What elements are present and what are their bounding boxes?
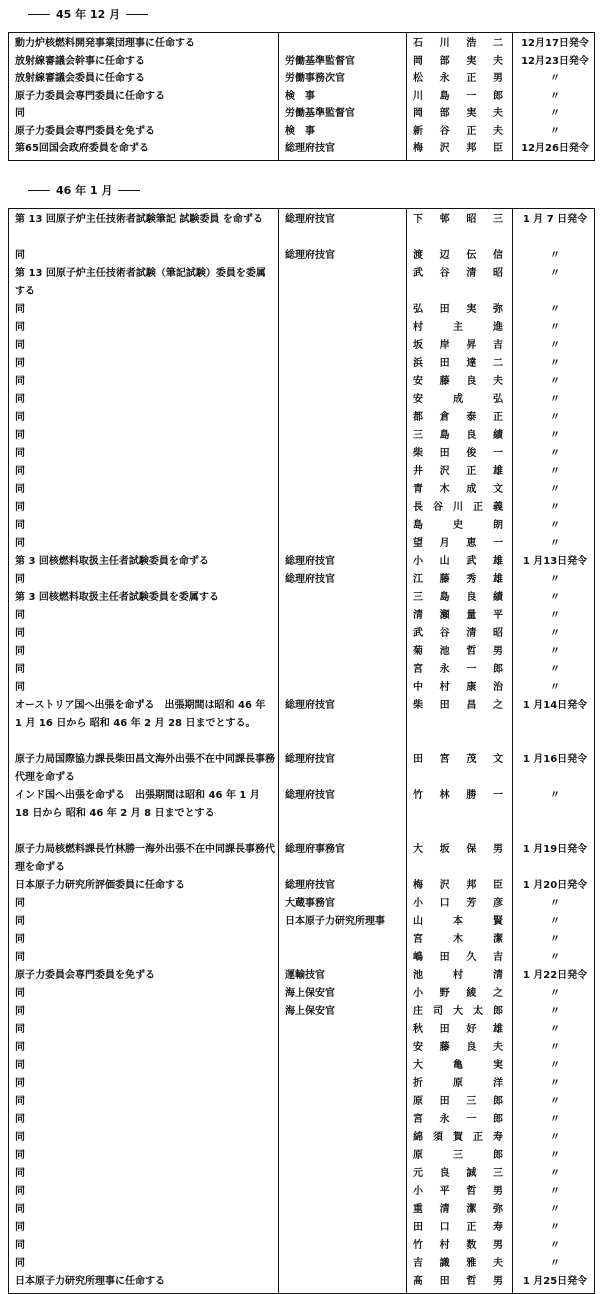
entry-position [285,1201,403,1219]
entry-date: 1 月19日発令 [522,844,588,855]
entry-date: 〃 [550,1060,560,1071]
entry-position [285,1039,403,1057]
entry-description: 同 [15,430,25,441]
entry-date: 〃 [550,448,560,459]
entry-description: 同 [15,682,25,693]
entry-date: 〃 [550,1042,560,1053]
entry-position [285,1219,403,1237]
entry-description: 同 [15,1024,25,1035]
entry-name: 宮 木 潔 [413,934,503,945]
entry-position: 日本原子力研究所理事 [285,916,385,927]
entry-description: 同 [15,1150,25,1161]
entry-date: 〃 [550,108,560,119]
entry-name: 池 村 清 [413,970,503,981]
entry-position: 総理府技官 [285,250,335,261]
entry-position: 労働事務次官 [285,73,345,84]
entry-description: 同 [15,574,25,585]
entry-description: 同 [15,664,25,675]
entry-position: 総理府事務官 [285,844,345,855]
entry-name: 弘 田 実 弥 [413,304,503,315]
entry-position [285,1255,403,1273]
entry-description: 日本原子力研究所理事に任命する [15,1276,165,1287]
entry-position [285,661,403,679]
entry-description: 同 [15,448,25,459]
entry-name: 下 邨 昭 三 [413,214,503,225]
col-name [407,209,513,1294]
entry-position: 総理府技官 [285,143,335,154]
entry-position [285,1237,403,1255]
entry-name: 川 島 一 郎 [413,90,503,102]
entry-description: 同 [15,1042,25,1053]
entry-description: 第 13 回原子炉主任技術者試験筆記 試験委員 を命ずる [15,214,263,225]
entry-date: 〃 [550,73,560,84]
entry-position [285,679,403,697]
col-description [9,33,279,161]
entry-position [285,391,403,409]
entry-date: 〃 [550,646,560,657]
entry-position: 大蔵事務官 [285,898,335,909]
entry-date: 〃 [550,268,560,279]
entry-description: 同 [15,538,25,549]
entry-position [285,301,403,319]
entry-description: 原子力委員会専門委員に任命する [15,90,165,102]
entry-date: 〃 [550,340,560,351]
entry-date: 〃 [550,376,560,387]
entry-date: 〃 [550,790,560,801]
entry-date: 〃 [550,1204,560,1215]
entry-position [285,373,403,391]
entry-position [285,535,403,553]
entry-name: 菊 池 哲 男 [413,646,503,657]
entry-description: 同 [15,1186,25,1197]
entry-position [285,319,403,337]
entry-date: 1 月13日発令 [522,556,588,567]
entry-description: 第 13 回原子炉主任技術者試験（筆記試験）委員を委属する [15,268,266,297]
entry-name: 竹 林 勝 一 [413,790,503,801]
entry-position: 総理府技官 [285,214,335,225]
entry-position [285,427,403,445]
entry-description: 第 3 回核燃料取扱主任者試験委員を命ずる [15,556,209,567]
entry-position: 検 事 [285,90,315,102]
entry-date: 〃 [550,1096,560,1107]
entry-date: 〃 [550,574,560,585]
entry-name: 青 木 成 文 [413,484,503,495]
entry-name: 安 藤 良 夫 [413,376,503,387]
entry-date: 〃 [550,1150,560,1161]
entry-date: 〃 [550,412,560,423]
col-name [407,33,513,161]
entry-position: 総理府技官 [285,790,335,801]
entry-date: 1 月 7 日発令 [522,214,588,225]
entry-description: 同 [15,934,25,945]
entry-position [285,265,403,301]
entry-position [285,355,403,373]
entry-name: 安 藤 良 夫 [413,1042,503,1053]
entry-name: 新 谷 正 夫 [413,125,503,137]
entry-name: 折 原 洋 [413,1078,503,1089]
entry-position [285,1129,403,1147]
col-position [279,209,407,1294]
entry-date: 〃 [550,502,560,513]
entry-position: 海上保安官 [285,988,335,999]
entry-position: 総理府技官 [285,574,335,585]
entry-date: 1 月16日発令 [522,754,588,765]
entry-date: 〃 [550,1168,560,1179]
entry-position [285,499,403,517]
entry-description: 動力炉核燃料開発事業団理事に任命する [15,38,195,49]
entry-description: 放射線審議会委員に任命する [15,73,145,84]
entry-name: 清 瀬 量 平 [413,610,503,621]
entry-description: 同 [15,988,25,999]
entry-position [285,337,403,355]
entry-description: 同 [15,412,25,423]
entry-description: 同 [15,250,25,261]
entry-name: 石 川 浩 二 [413,38,503,49]
entry-description: 第65回国会政府委員を命ずる [15,143,149,154]
entry-name: 岡 部 実 夫 [413,55,503,67]
entry-description: 同 [15,1078,25,1089]
entry-description: インド国へ出張を命ずる 出張期間は昭和 46 年 1 月 18 日から 昭和 46 年 2 月 8 日までとする [15,790,260,819]
entry-date: 〃 [550,898,560,909]
entry-position: 運輸技官 [285,970,325,981]
entry-name: 庄 司 大 太 郎 [413,1006,503,1017]
entry-position [285,1147,403,1165]
entry-name: 綿 須 賀 正 寿 [413,1132,503,1143]
entry-position [285,481,403,499]
entry-name: 武 谷 清 昭 [413,268,503,279]
entry-date: 〃 [550,250,560,261]
entry-description: 原子力委員会専門委員を免ずる [15,125,155,137]
entry-position: 総理府技官 [285,880,335,891]
entry-description: 同 [15,628,25,639]
entry-position [285,409,403,427]
entry-description: 同 [15,646,25,657]
entry-date: 1 月14日発令 [522,700,588,711]
entry-position: 総理府技官 [285,700,335,711]
entry-name: 井 沢 正 雄 [413,466,503,477]
entry-date: 〃 [550,628,560,639]
entry-name: 松 永 正 男 [413,73,503,84]
entry-name: 坂 岸 昇 吉 [413,340,503,351]
entry-date: 〃 [550,1240,560,1251]
entry-description: 同 [15,502,25,513]
entry-position [285,445,403,463]
entry-date: 12月26日発令 [521,143,589,154]
entry-name: 望 月 恵 一 [413,538,503,549]
entry-position: 検 事 [285,125,315,137]
entry-position [285,35,403,53]
entry-date: 〃 [550,934,560,945]
entry-name: 原 三 郎 [413,1150,503,1161]
entry-name: 原 田 三 郎 [413,1096,503,1107]
entry-date: 〃 [550,394,560,405]
entry-date: 〃 [550,1222,560,1233]
entry-description: 同 [15,1060,25,1071]
entry-date: 〃 [550,988,560,999]
entry-date: 〃 [550,520,560,531]
entry-name: 小 口 芳 彦 [413,898,503,909]
entry-description: 同 [15,1240,25,1251]
entry-date: 〃 [550,430,560,441]
entry-description: 同 [15,304,25,315]
entry-date: 12月17日発令 [521,38,589,49]
entry-name: 三 島 良 績 [413,430,503,441]
entry-description: 原子力局国際協力課長柴田昌文海外出張不在中同課長事務代理を命ずる [15,754,275,783]
entry-description: 同 [15,916,25,927]
entry-name: 長 谷 川 正 義 [413,502,503,513]
entry-name: 小 平 哲 男 [413,1186,503,1197]
entry-description: 同 [15,322,25,333]
entry-date: 〃 [550,125,560,137]
entry-position [285,589,403,607]
entry-name: 田 宮 茂 文 [413,754,503,765]
entry-date: 12月23日発令 [521,55,589,67]
entry-name: 竹 村 数 男 [413,1240,503,1251]
section-header-dec: 45 年 12 月 [28,6,154,22]
entry-description: オーストリア国へ出張を命ずる 出張期間は昭和 46 年 1 月 16 日から 昭和 46 年 2 月 28 日までとする。 [15,700,266,729]
entry-position: 労働基準監督官 [285,108,355,119]
entry-name: 三 島 良 績 [413,592,503,603]
entry-position [285,1111,403,1129]
entry-position [285,1021,403,1039]
entry-description: 原子力委員会専門委員を免ずる [15,970,155,981]
entry-name: 小 山 武 雄 [413,556,503,567]
entry-name: 重 清 潔 弥 [413,1204,503,1215]
entry-description: 同 [15,1204,25,1215]
entry-date: 〃 [550,1078,560,1089]
entry-name: 江 藤 秀 雄 [413,574,503,585]
entry-name: 山 本 賢 [413,916,503,927]
entry-position: 総理府技官 [285,754,335,765]
entry-date: 1 月25日発令 [522,1276,588,1287]
entry-date: 〃 [550,1024,560,1035]
appointments-table-dec [8,32,595,161]
entry-description: 同 [15,1132,25,1143]
entry-description: 同 [15,340,25,351]
entry-name: 宮 永 一 郎 [413,1114,503,1125]
entry-name: 嶋 田 久 吉 [413,952,503,963]
entry-position: 総理府技官 [285,556,335,567]
entry-name: 大 坂 保 男 [413,844,503,855]
entry-description: 同 [15,484,25,495]
section-header-jan: 46 年 1 月 [28,182,146,198]
entry-position: 海上保安官 [285,1006,335,1017]
entry-description: 第 3 回核燃料取扱主任者試験委員を委属する [15,592,219,603]
entry-description: 同 [15,898,25,909]
appointments-table-jan [8,208,595,1294]
entry-date: 1 月22日発令 [522,970,588,981]
entry-position [285,931,403,949]
entry-date: 〃 [550,952,560,963]
entry-position [285,1057,403,1075]
entry-date: 〃 [550,304,560,315]
entry-date: 〃 [550,916,560,927]
entry-name: 柴 田 俊 一 [413,448,503,459]
entry-name: 大 亀 実 [413,1060,503,1071]
entry-date: 〃 [550,466,560,477]
entry-position [285,1183,403,1201]
entry-position [285,463,403,481]
col-description [9,209,279,1294]
entry-description: 同 [15,610,25,621]
entry-description: 同 [15,952,25,963]
entry-name: 秋 田 好 雄 [413,1024,503,1035]
entry-description: 同 [15,394,25,405]
entry-description: 同 [15,108,25,119]
entry-name: 岡 部 実 夫 [413,108,503,119]
entry-date: 〃 [550,1114,560,1125]
entry-name: 梅 沢 邦 臣 [413,880,503,891]
entry-position: 労働基準監督官 [285,55,355,67]
entry-description: 同 [15,466,25,477]
entry-name: 吉 識 雅 夫 [413,1258,503,1269]
col-date [513,33,595,161]
entry-description: 同 [15,376,25,387]
entry-description: 放射線審議会幹事に任命する [15,55,145,67]
entry-name: 島 史 朗 [413,520,503,531]
entry-name: 中 村 康 治 [413,682,503,693]
entry-position [285,607,403,625]
entry-description: 同 [15,1006,25,1017]
entry-date: 〃 [550,592,560,603]
entry-date: 〃 [550,358,560,369]
entry-name: 武 谷 清 昭 [413,628,503,639]
entry-date: 〃 [550,682,560,693]
entry-date: 〃 [550,1258,560,1269]
entry-description: 同 [15,1258,25,1269]
entry-date: 〃 [550,484,560,495]
col-date [513,209,595,1294]
entry-name: 安 成 弘 [413,394,503,405]
entry-date: 〃 [550,538,560,549]
entry-name: 浜 田 達 二 [413,358,503,369]
entry-description: 原子力局核燃料課長竹林勝一海外出張不在中同課長事務代理を命ずる [15,844,275,873]
entry-position [285,1165,403,1183]
entry-name: 宮 永 一 郎 [413,664,503,675]
entry-name: 小 野 綾 之 [413,988,503,999]
entry-description: 同 [15,520,25,531]
entry-position [285,949,403,967]
entry-date: 〃 [550,1132,560,1143]
entry-position [285,1093,403,1111]
entry-name: 都 倉 泰 正 [413,412,503,423]
entry-description: 同 [15,1096,25,1107]
entry-name: 村 主 進 [413,322,503,333]
col-position [279,33,407,161]
entry-date: 1 月20日発令 [522,880,588,891]
entry-name: 柴 田 昌 之 [413,700,503,711]
entry-description: 同 [15,358,25,369]
entry-date: 〃 [550,1006,560,1017]
entry-name: 梅 沢 邦 臣 [413,143,503,154]
entry-name: 渡 辺 伝 信 [413,250,503,261]
entry-description: 同 [15,1168,25,1179]
entry-position [285,1075,403,1093]
entry-name: 元 良 誠 三 [413,1168,503,1179]
entry-date: 〃 [550,90,560,102]
entry-name: 田 口 正 寿 [413,1222,503,1233]
entry-position [285,643,403,661]
entry-name: 髙 田 哲 男 [413,1276,503,1287]
entry-position [285,1273,403,1291]
entry-date: 〃 [550,610,560,621]
entry-description: 同 [15,1114,25,1125]
entry-date: 〃 [550,322,560,333]
entry-date: 〃 [550,1186,560,1197]
entry-description: 日本原子力研究所評価委員に任命する [15,880,185,891]
entry-position [285,625,403,643]
entry-position [285,517,403,535]
entry-description: 同 [15,1222,25,1233]
entry-date: 〃 [550,664,560,675]
